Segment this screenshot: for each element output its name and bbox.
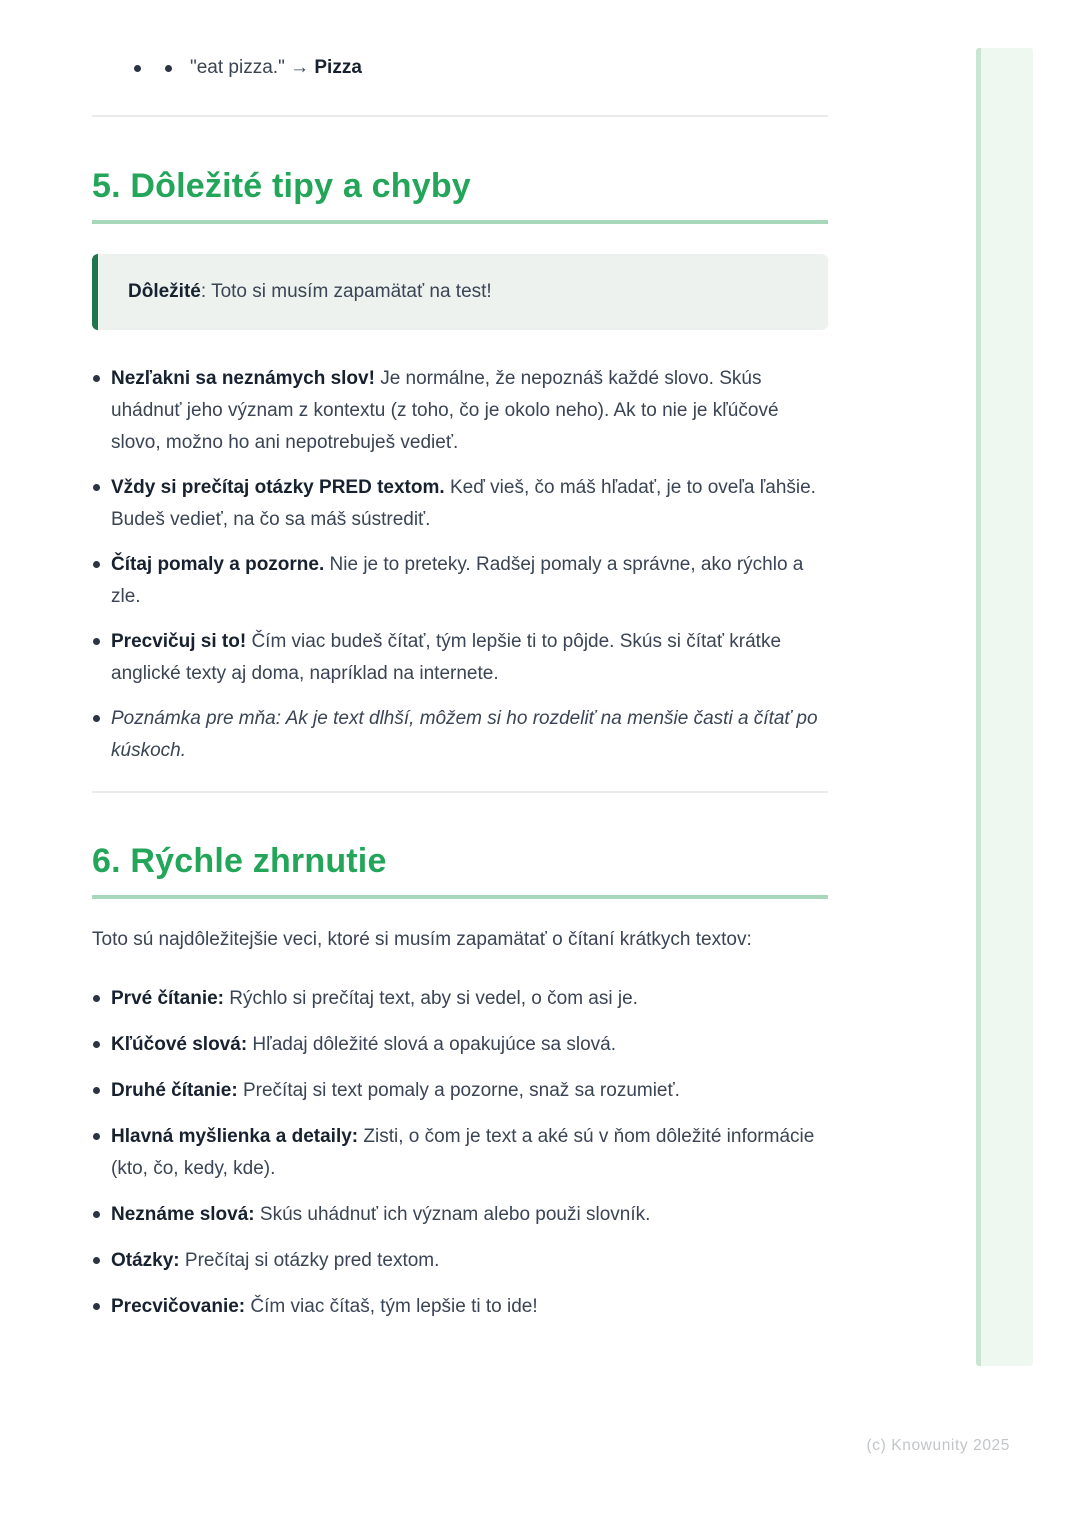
list-item-text: Čím viac budeš čítať, tým lepšie ti to pôjde. Skús si čítať krátke anglické texty aj doma, napríklad na internete. (111, 631, 782, 684)
copyright-footer: (c) Knowunity 2025 (866, 1437, 1010, 1454)
list-item-lead: Druhé čítanie: (111, 1080, 238, 1101)
nested-list-item (92, 56, 828, 80)
list-item-lead: Neznáme slová: (111, 1204, 255, 1225)
list-item (92, 1121, 828, 1185)
list-item (92, 703, 828, 767)
list-item (92, 1029, 828, 1061)
list-item-lead: Precvičuj si to! (111, 631, 247, 652)
summary-intro: Toto sú najdôležitejšie veci, ktoré si musím zapamätať o čítaní krátkych textov: (92, 929, 752, 950)
document-content (92, 0, 828, 1337)
list-item-lead: Prvé čítanie: (111, 988, 224, 1009)
list-item-lead: Kľúčové slová: (111, 1034, 248, 1055)
list-item (92, 1291, 828, 1323)
page-margin-accent-bar (976, 48, 1033, 1366)
list-item-text: Hľadaj dôležité slová a opakujúce sa slová. (247, 1034, 617, 1055)
list-item-text: Skús uhádnuť ich význam alebo použi slovník. (254, 1204, 651, 1225)
list-item-text: Prečítaj si otázky pred textom. (179, 1250, 440, 1271)
list-item (92, 363, 828, 459)
tips-list (92, 363, 828, 767)
list-item (92, 983, 828, 1015)
summary-list (92, 983, 828, 1323)
list-item-text: Zisti, o čom je text a aké sú v ňom dôležité informácie (kto, čo, kedy, kde). (111, 1126, 815, 1179)
list-item (92, 1075, 828, 1107)
list-item-text: Čím viac čítaš, tým lepšie ti to ide! (245, 1296, 538, 1317)
list-item (92, 1199, 828, 1231)
section-divider (92, 115, 828, 117)
example-answer: Pizza (314, 57, 362, 78)
bullet-dot-inner (165, 65, 172, 72)
list-item (92, 626, 828, 690)
bullet-dot-outer (134, 65, 141, 72)
list-item-lead: Hlavná myšlienka a detaily: (111, 1126, 359, 1147)
list-item-lead: Otázky: (111, 1250, 180, 1271)
list-item (92, 472, 828, 536)
list-item-text: Prečítaj si text pomaly a pozorne, snaž sa rozumieť. (237, 1080, 680, 1101)
callout-text: : Toto si musím zapamätať na test! (200, 281, 492, 302)
list-item-lead: Čítaj pomaly a pozorne. (111, 554, 325, 575)
list-item-lead: Vždy si prečítaj otázky PRED textom. (111, 477, 445, 498)
important-callout (92, 254, 828, 330)
list-item-text: Je normálne, že nepoznáš každé slovo. Skús uhádnuť jeho význam z kontextu (z toho, čo je okolo neho). Ak to nie je kľúčové slovo, možno ho ani nepotrebuješ vedieť. (111, 368, 779, 453)
section-6-title: 6. Rýchle zhrnutie (92, 841, 828, 899)
example-quote: "eat pizza." → (190, 57, 315, 78)
section-divider (92, 791, 828, 793)
callout-label: Dôležité (128, 281, 201, 302)
section-5-title: 5. Dôležité tipy a chyby (92, 166, 828, 224)
list-item-lead: Precvičovanie: (111, 1296, 246, 1317)
list-item-text: Keď vieš, čo máš hľadať, je to oveľa ľahšie. Budeš vedieť, na čo sa máš sústrediť. (111, 477, 816, 530)
list-item-text: Nie je to preteky. Radšej pomaly a správne, ako rýchlo a zle. (111, 554, 804, 607)
list-item-lead: Nezľakni sa neznámych slov! (111, 368, 375, 389)
list-item-text: Rýchlo si prečítaj text, aby si vedel, o čom asi je. (224, 988, 638, 1009)
list-item (92, 549, 828, 613)
list-item-note: Poznámka pre mňa: Ak je text dlhší, môžem si ho rozdeliť na menšie časti a čítať po kúskoch. (111, 708, 818, 761)
example-text (190, 56, 362, 80)
list-item (92, 1245, 828, 1277)
